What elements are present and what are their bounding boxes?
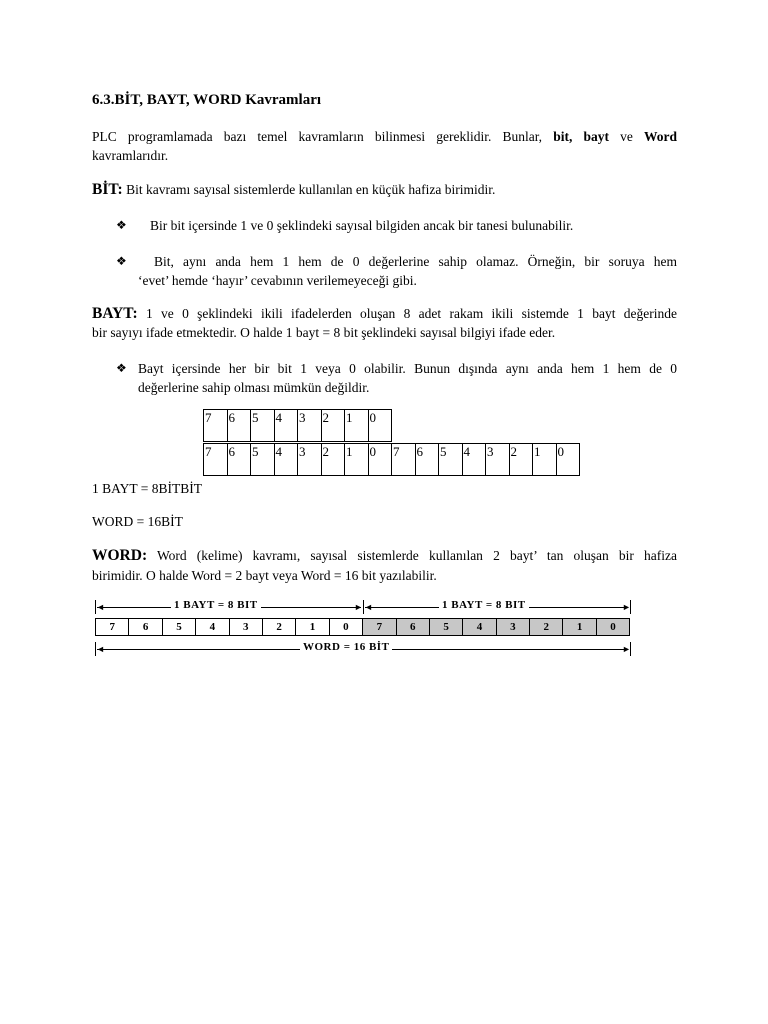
bit-cell: 5 bbox=[439, 444, 463, 476]
intro-bold-bit: bit, bbox=[553, 129, 573, 144]
word-diagram bbox=[95, 598, 631, 662]
word-text-1: Word (kelime) kavramı, sayısal sistemlerde kullanılan 2 bayt’ tan oluşan bir hafiza bbox=[147, 548, 677, 563]
bit-cell: 4 bbox=[274, 444, 298, 476]
word-cell-high: 3 bbox=[230, 619, 263, 635]
bit-cell: 1 bbox=[345, 410, 369, 442]
bit-lead: BİT: bbox=[92, 181, 123, 198]
arrow-right-icon: ► bbox=[354, 602, 363, 612]
word-cell-high: 6 bbox=[129, 619, 162, 635]
word-cell-high: 1 bbox=[296, 619, 329, 635]
word-cell-low: 7 bbox=[363, 619, 396, 635]
bit-cell: 0 bbox=[368, 444, 392, 476]
equation-bayt: 1 BAYT = 8BİTBİT bbox=[92, 481, 202, 496]
diamond-bullet-icon: ❖ bbox=[116, 254, 127, 268]
bit-cell: 6 bbox=[227, 410, 251, 442]
intro-space bbox=[572, 129, 583, 144]
bit-cell: 7 bbox=[392, 444, 416, 476]
intro-line-2: kavramlarıdır. bbox=[92, 148, 169, 163]
diamond-bullet-icon: ❖ bbox=[116, 361, 127, 375]
arrow-left-icon: ◄ bbox=[364, 602, 373, 612]
bit-cell: 6 bbox=[227, 444, 251, 476]
word-cell-high: 5 bbox=[163, 619, 196, 635]
bit-bullet-2-line1: Bit, aynı anda hem 1 hem de 0 değerlerine sahip olamaz. Örneğin, bir soruya hem bbox=[154, 254, 677, 269]
bit-cell: 6 bbox=[415, 444, 439, 476]
word-line-2: birimidir. O halde Word = 2 bayt veya Word = 16 bit yazılabilir. bbox=[92, 568, 437, 583]
word-label: WORD = 16 BİT bbox=[300, 641, 392, 653]
bit-cell: 0 bbox=[556, 444, 580, 476]
intro-text: PLC programlamada bazı temel kavramların bilinmesi gereklidir. Bunlar, bbox=[92, 129, 554, 144]
arrow-left-icon: ◄ bbox=[96, 602, 105, 612]
bit-cell: 1 bbox=[533, 444, 557, 476]
bit-cell: 7 bbox=[204, 410, 228, 442]
intro-bold-bayt: bayt bbox=[583, 129, 609, 144]
word-bit-row bbox=[204, 444, 580, 476]
byte-bit-table bbox=[203, 409, 392, 442]
bit-definition bbox=[92, 180, 495, 199]
bit-cell: 5 bbox=[251, 444, 275, 476]
diamond-bullet-icon: ❖ bbox=[116, 218, 127, 232]
left-byte-label: 1 BAYT = 8 BIT bbox=[171, 599, 261, 611]
word-cell-high: 4 bbox=[196, 619, 229, 635]
bit-bullet-1: Bir bit içersinde 1 ve 0 şeklindeki sayısal bilgiden ancak bir tanesi bulunabilir. bbox=[150, 218, 574, 233]
word-cell-low: 3 bbox=[497, 619, 530, 635]
arrow-left-icon: ◄ bbox=[96, 644, 105, 654]
word-bit-table bbox=[203, 443, 580, 476]
bayt-lead: BAYT: bbox=[92, 305, 138, 322]
bit-cell: 2 bbox=[321, 444, 345, 476]
bit-cell: 5 bbox=[251, 410, 275, 442]
word-line-1 bbox=[92, 546, 677, 565]
bit-cell: 2 bbox=[321, 410, 345, 442]
bit-text: Bit kavramı sayısal sistemlerde kullanılan en küçük hafiza birimidir. bbox=[122, 182, 496, 197]
word-cell-high: 7 bbox=[96, 619, 129, 635]
word-cell-low: 1 bbox=[563, 619, 596, 635]
bit-cell: 4 bbox=[274, 410, 298, 442]
word-cell-high: 2 bbox=[263, 619, 296, 635]
equation-word: WORD = 16BİT bbox=[92, 514, 183, 529]
bayt-text-1: 1 ve 0 şeklindeki ikili ifadelerden oluşan 8 adet rakam ikili sistemde 1 bayt değerinde bbox=[137, 306, 677, 321]
word-cell-low: 4 bbox=[463, 619, 496, 635]
word-cell-low: 2 bbox=[530, 619, 563, 635]
bayt-bullet-line1: Bayt içersinde her bir bit 1 veya 0 olabilir. Bunun dışında aynı anda hem 1 hem de 0 bbox=[138, 361, 677, 376]
bit-cell: 2 bbox=[509, 444, 533, 476]
bit-cell: 0 bbox=[368, 410, 392, 442]
bit-cell: 3 bbox=[298, 410, 322, 442]
word-cell-high: 0 bbox=[330, 619, 363, 635]
word-cell-low: 5 bbox=[430, 619, 463, 635]
arrow-right-icon: ► bbox=[622, 644, 631, 654]
bit-cell: 3 bbox=[298, 444, 322, 476]
intro-bold-word: Word bbox=[644, 129, 678, 144]
right-byte-label: 1 BAYT = 8 BIT bbox=[439, 599, 529, 611]
arrow-right-icon: ► bbox=[622, 602, 631, 612]
bayt-bullet-line2: değerlerine sahip olması mümkün değildir. bbox=[138, 380, 370, 395]
intro-line-1 bbox=[92, 127, 677, 146]
bayt-line-1 bbox=[92, 304, 677, 323]
intro-and: ve bbox=[608, 129, 644, 144]
bit-cell: 3 bbox=[486, 444, 510, 476]
bit-cell: 1 bbox=[345, 444, 369, 476]
byte-bit-row bbox=[204, 410, 392, 442]
word-cell-low: 6 bbox=[397, 619, 430, 635]
section-title: 6.3.BİT, BAYT, WORD Kavramları bbox=[92, 92, 322, 108]
bayt-line-2: bir sayıyı ifade etmektedir. O halde 1 bayt = 8 bit şeklindeki sayısal bilgiyi ifade eder. bbox=[92, 325, 556, 340]
bit-bullet-2-line2: ‘evet’ hemde ‘hayır’ cevabının verilemeyeceği gibi. bbox=[138, 273, 417, 288]
word-lead: WORD: bbox=[92, 547, 148, 564]
word-cell-low: 0 bbox=[597, 619, 629, 635]
bit-cell: 4 bbox=[462, 444, 486, 476]
word-diagram-cells bbox=[95, 618, 630, 636]
bit-cell: 7 bbox=[204, 444, 228, 476]
